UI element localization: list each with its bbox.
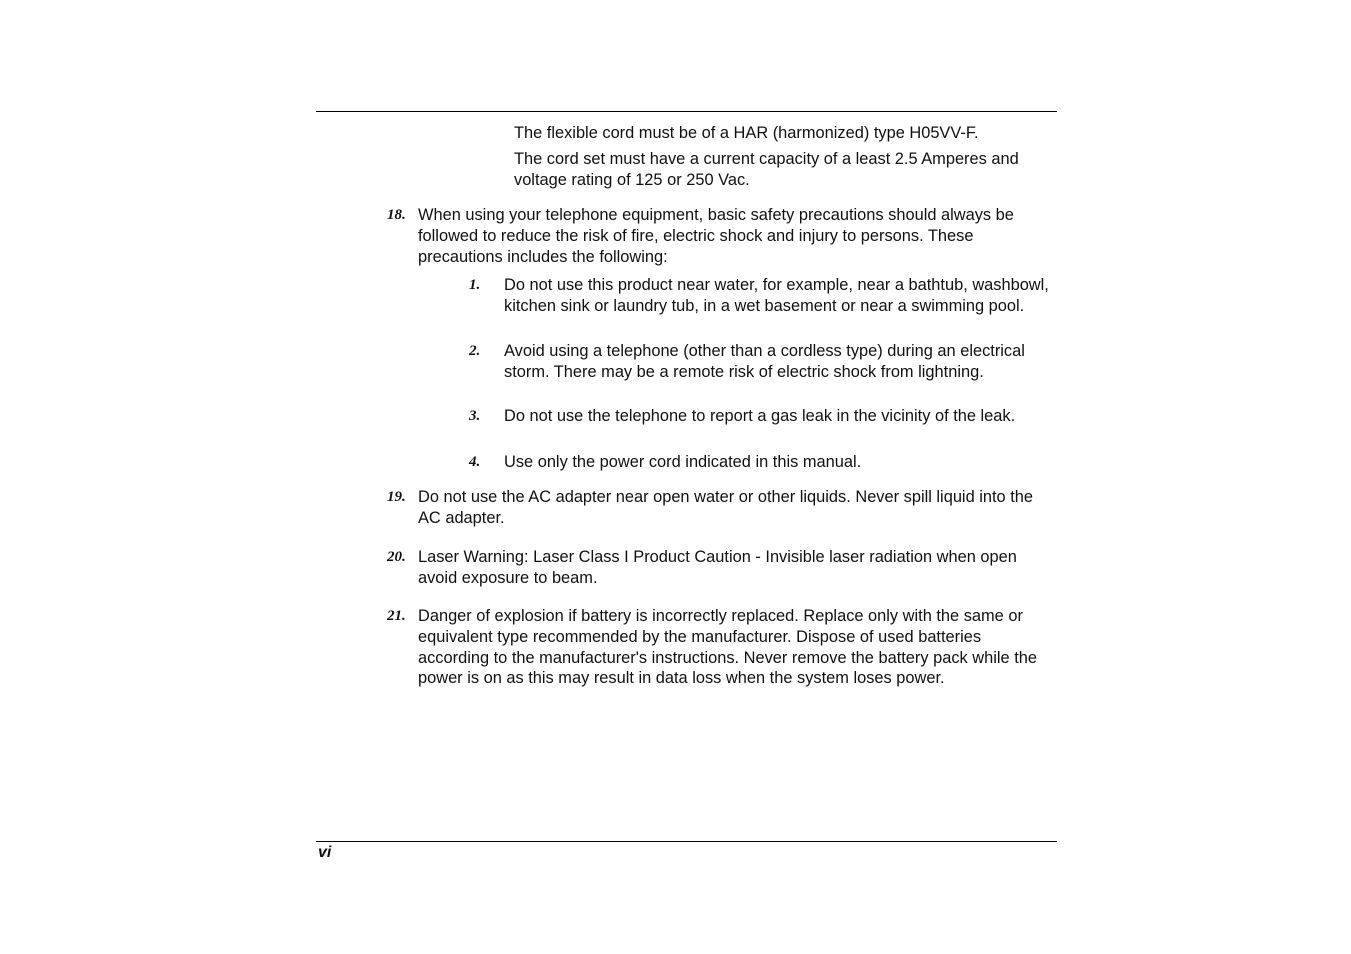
item-number-18: 18. (387, 207, 406, 223)
item-text-19: Do not use the AC adapter near open water or other liquids. Never spill liquid into the AC adapter. (418, 488, 1034, 527)
cord-capacity-paragraph: The cord set must have a current capacity of a least 2.5 Amperes and voltage rating of 125 or 250 Vac. (514, 150, 1019, 189)
item-number-19: 19. (387, 489, 406, 505)
footer-rule (316, 841, 1057, 842)
subitem-number-2: 2. (469, 343, 481, 359)
subitem-number-3: 3. (469, 408, 481, 424)
item-number-20: 20. (387, 549, 406, 565)
item-text-20: Laser Warning: Laser Class I Product Caution - Invisible laser radiation when open avoid exposure to beam. (418, 548, 1017, 587)
subitem-number-4: 4. (469, 454, 481, 470)
page-number: vi (318, 844, 332, 861)
subitem-text-2: Avoid using a telephone (other than a cordless type) during an electrical storm. There may be a remote risk of electric shock from lightning. (504, 342, 1025, 381)
subitem-text-4: Use only the power cord indicated in this manual. (504, 453, 862, 471)
subitem-text-1: Do not use this product near water, for example, near a bathtub, washbowl, kitchen sink or laundry tub, in a wet basement or near a swimming pool. (504, 276, 1049, 315)
header-rule (316, 111, 1057, 112)
item-text-18: When using your telephone equipment, basic safety precautions should always be followed to reduce the risk of fire, electric shock and injury to persons. These precautions includes the following: (418, 206, 1014, 266)
item-text-21: Danger of explosion if battery is incorrectly replaced. Replace only with the same or equivalent type recommended by the manufacturer. Dispose of used batteries according to the manufacturer's instructions. Never remove the battery pack while the power is on as this may result in data loss when the system loses power. (418, 607, 1037, 688)
subitem-text-3: Do not use the telephone to report a gas leak in the vicinity of the leak. (504, 407, 1016, 425)
subitem-number-1: 1. (469, 277, 481, 293)
item-number-21: 21. (387, 608, 406, 624)
cord-type-paragraph: The flexible cord must be of a HAR (harmonized) type H05VV-F. (514, 124, 979, 142)
